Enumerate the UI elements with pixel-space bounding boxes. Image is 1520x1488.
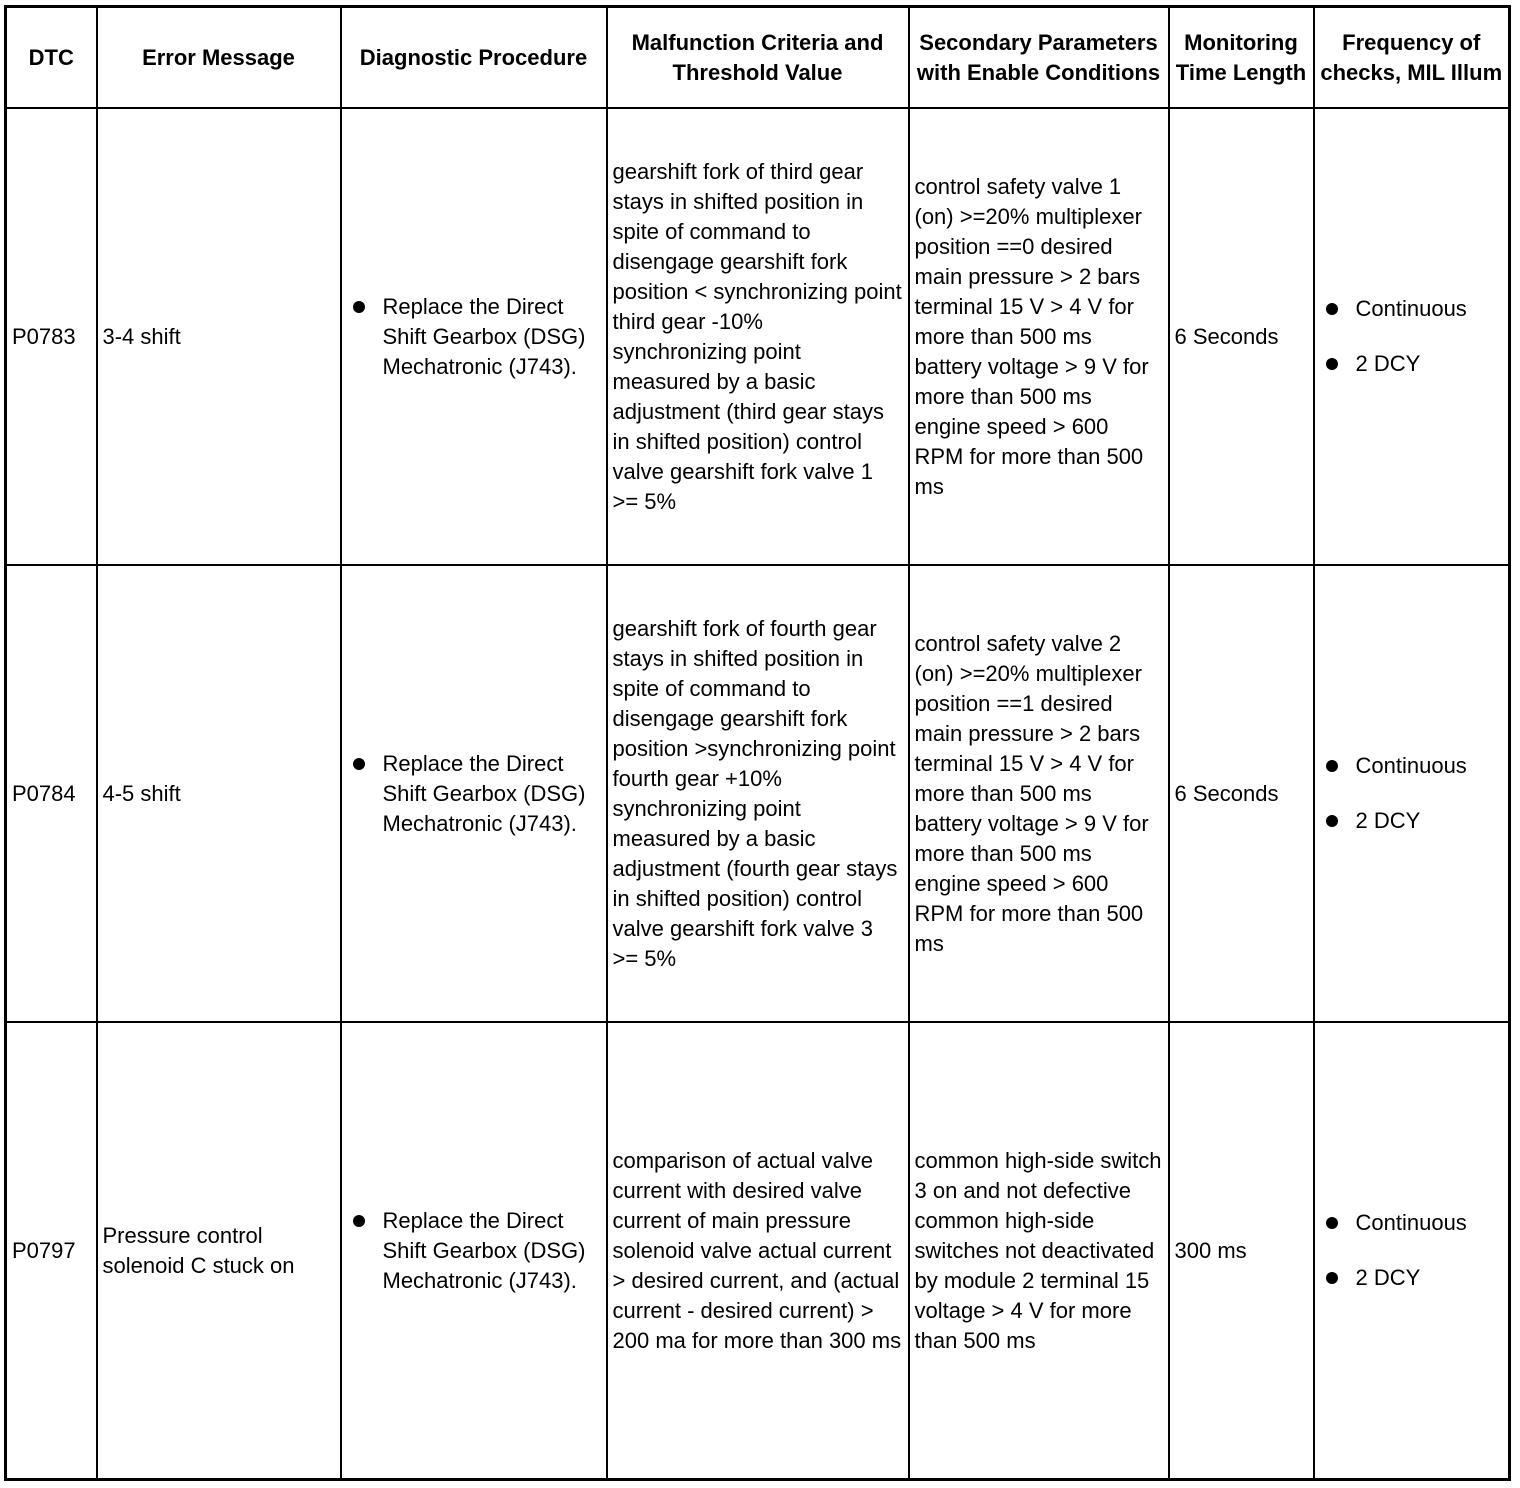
malfunction-criteria: gearshift fork of third gear stays in shifted position in spite of command to disengage gearshift fork position < synchronizing point third gear -10% synchronizing point measured by a basic adjustment (third gear stays in shifted position) control valve gearshift fork valve 1 >= 5%: [607, 108, 909, 565]
monitoring-time: 6 Seconds: [1169, 565, 1314, 1022]
bullet-icon: [1326, 760, 1338, 772]
header-monitoring-time: Monitoring Time Length: [1169, 7, 1314, 109]
table-header: [6, 7, 1510, 109]
frequency-text: Continuous: [1355, 1210, 1467, 1235]
malfunction-criteria: gearshift fork of fourth gear stays in shifted position in spite of command to disengage gearshift fork position >synchronizing point fourth gear +10% synchronizing point measured by a basic adjustment (fourth gear stays in shifted position) control valve gearshift fork valve 3 >= 5%: [607, 565, 909, 1022]
malfunction-criteria: comparison of actual valve current with desired valve current of main pressure solenoid valve actual current > desired current, and (actual current - desired current) > 200 ma for more than 300 ms: [607, 1022, 909, 1480]
frequency-item: [1320, 1208, 1504, 1238]
header-frequency: Frequency of checks, MIL Illum: [1314, 7, 1510, 109]
bullet-icon: [1326, 815, 1338, 827]
header-secondary-parameters: Secondary Parameters with Enable Conditions: [909, 7, 1169, 109]
error-message: 3-4 shift: [97, 108, 341, 565]
dtc-code: P0783: [6, 108, 97, 565]
diagnostic-procedure: [341, 565, 607, 1022]
procedure-list: [347, 292, 601, 382]
dtc-code: P0797: [6, 1022, 97, 1480]
frequency-text: 2 DCY: [1355, 1265, 1421, 1290]
procedure-text: Replace the Direct Shift Gearbox (DSG) Mechatronic (J743).: [382, 1207, 586, 1293]
header-diagnostic-procedure: Diagnostic Procedure: [341, 7, 607, 109]
bullet-icon: [353, 758, 365, 770]
bullet-icon: [1326, 358, 1338, 370]
frequency: [1314, 565, 1510, 1022]
procedure-item: [347, 292, 601, 382]
table-row: [6, 565, 1510, 1022]
table-row: [6, 1022, 1510, 1480]
procedure-text: Replace the Direct Shift Gearbox (DSG) Mechatronic (J743).: [382, 750, 586, 836]
procedure-item: [347, 749, 601, 839]
monitoring-time: 300 ms: [1169, 1022, 1314, 1480]
header-row: [6, 7, 1510, 109]
frequency-item: [1320, 1263, 1504, 1293]
table-row: [6, 108, 1510, 565]
secondary-parameters: common high-side switch 3 on and not defective common high-side switches not deactivated by module 2 terminal 15 voltage > 4 V for more than 500 ms: [909, 1022, 1169, 1480]
frequency-item: [1320, 294, 1504, 324]
dtc-code: P0784: [6, 565, 97, 1022]
header-error-message: Error Message: [97, 7, 341, 109]
error-message: Pressure control solenoid C stuck on: [97, 1022, 341, 1480]
frequency-item: [1320, 806, 1504, 836]
frequency-text: 2 DCY: [1355, 808, 1421, 833]
error-message: 4-5 shift: [97, 565, 341, 1022]
bullet-icon: [353, 1215, 365, 1227]
procedure-list: [347, 1206, 601, 1296]
dtc-table: [4, 5, 1511, 1481]
procedure-list: [347, 749, 601, 839]
bullet-icon: [1326, 303, 1338, 315]
frequency-item: [1320, 349, 1504, 379]
secondary-parameters: control safety valve 2 (on) >=20% multiplexer position ==1 desired main pressure > 2 bars terminal 15 V > 4 V for more than 500 ms battery voltage > 9 V for more than 500 ms engine speed > 600 RPM for more than 500 ms: [909, 565, 1169, 1022]
frequency-text: 2 DCY: [1355, 351, 1421, 376]
frequency-text: Continuous: [1355, 296, 1467, 321]
monitoring-time: 6 Seconds: [1169, 108, 1314, 565]
bullet-icon: [1326, 1217, 1338, 1229]
table-body: [6, 108, 1510, 1480]
procedure-item: [347, 1206, 601, 1296]
procedure-text: Replace the Direct Shift Gearbox (DSG) Mechatronic (J743).: [382, 293, 586, 379]
frequency: [1314, 1022, 1510, 1480]
secondary-parameters: control safety valve 1 (on) >=20% multiplexer position ==0 desired main pressure > 2 bars terminal 15 V > 4 V for more than 500 ms battery voltage > 9 V for more than 500 ms engine speed > 600 RPM for more than 500 ms: [909, 108, 1169, 565]
frequency-item: [1320, 751, 1504, 781]
bullet-icon: [353, 301, 365, 313]
bullet-icon: [1326, 1272, 1338, 1284]
frequency-list: [1320, 294, 1504, 379]
frequency-list: [1320, 1208, 1504, 1293]
header-malfunction-criteria: Malfunction Criteria and Threshold Value: [607, 7, 909, 109]
diagnostic-procedure: [341, 108, 607, 565]
diagnostic-procedure: [341, 1022, 607, 1480]
frequency: [1314, 108, 1510, 565]
header-dtc: DTC: [6, 7, 97, 109]
frequency-list: [1320, 751, 1504, 836]
frequency-text: Continuous: [1355, 753, 1467, 778]
